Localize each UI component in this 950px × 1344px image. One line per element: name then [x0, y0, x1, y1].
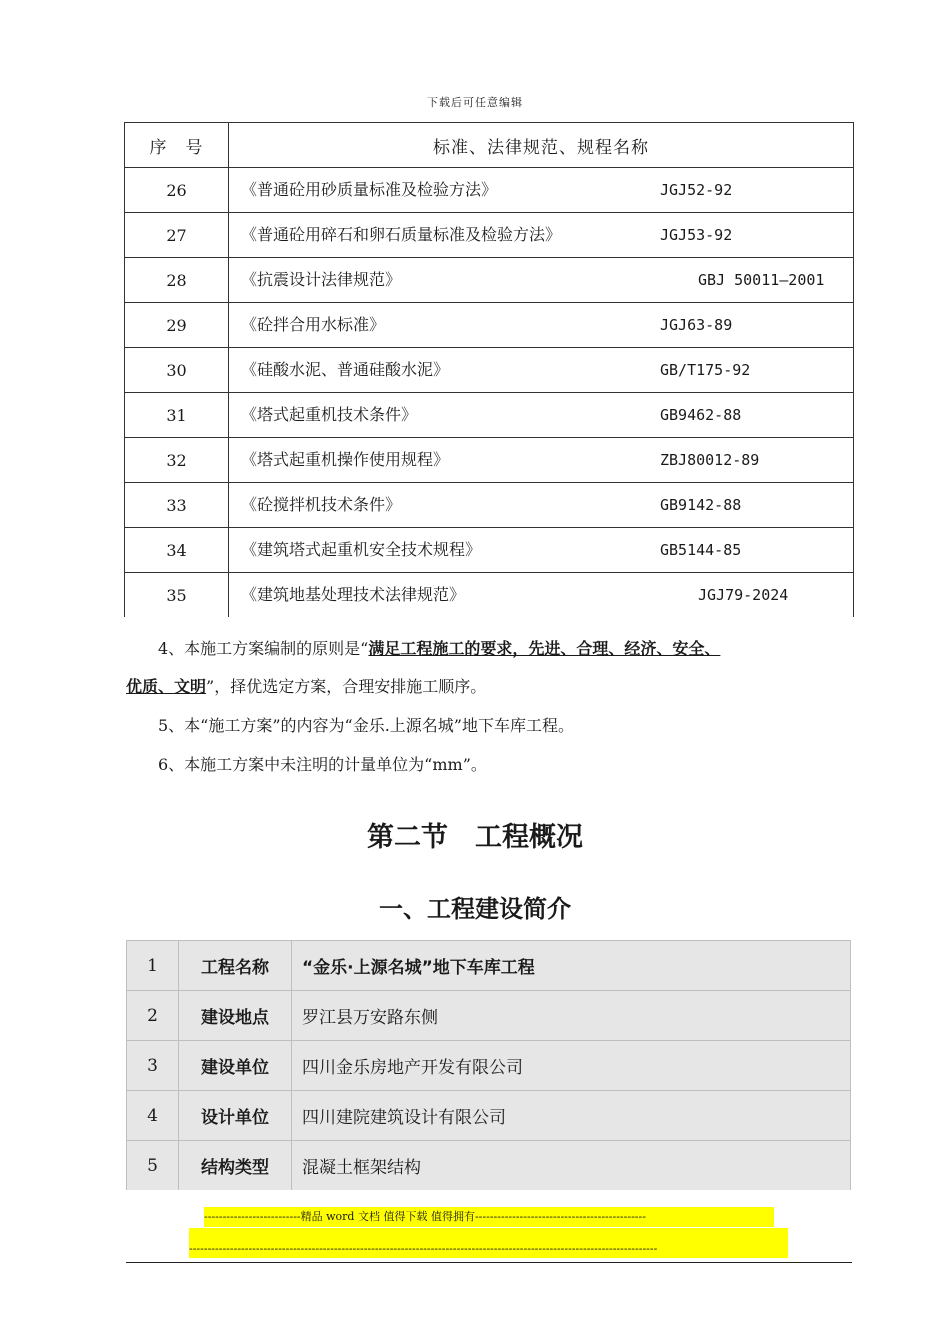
footer-banner-line-2: ------------------------------------------------------------------------------------------------------------------------------	[189, 1228, 788, 1258]
field-label: 结构类型	[179, 1141, 292, 1191]
standard-cell	[229, 168, 854, 213]
standard-code: JGJ52-92	[660, 181, 733, 199]
standard-cell	[229, 303, 854, 348]
standards-table	[124, 122, 854, 617]
standard-name: 《建筑地基处理技术法律规范》	[241, 585, 466, 604]
row-number: 26	[125, 168, 229, 213]
paragraph-4-emphasis-2: 优质、文明	[126, 677, 207, 696]
paragraph-4-tail: ”，择优选定方案，合理安排施工顺序。	[206, 677, 487, 696]
row-number: 5	[127, 1141, 179, 1191]
paragraph-4-lead: 4、本施工方案编制的原则是“	[158, 639, 369, 658]
table-row	[125, 393, 854, 438]
table-row	[125, 303, 854, 348]
project-info-table	[126, 940, 851, 1190]
table-row	[127, 991, 851, 1041]
table-row	[125, 168, 854, 213]
field-value: 混凝土框架结构	[292, 1141, 851, 1191]
standard-code: GBJ 50011—2001	[698, 271, 825, 289]
standard-code: GB/T175-92	[660, 361, 751, 379]
standard-name: 《砼拌合用水标准》	[241, 315, 386, 334]
field-label: 工程名称	[179, 941, 292, 991]
standard-code: GB9462-88	[660, 406, 742, 424]
row-number: 4	[127, 1091, 179, 1141]
section-title: 第二节 工程概况	[367, 822, 583, 853]
field-value: “金乐·上源名城”地下车库工程	[292, 941, 851, 991]
standard-code: ZBJ80012-89	[660, 451, 760, 469]
table-row	[125, 528, 854, 573]
standard-name: 《塔式起重机操作使用规程》	[241, 450, 450, 469]
standard-name: 《普通砼用砂质量标准及检验方法》	[241, 180, 498, 199]
field-value: 四川建院建筑设计有限公司	[292, 1091, 851, 1141]
row-number: 33	[125, 483, 229, 528]
column-header-no: 序 号	[125, 123, 229, 168]
table-row	[125, 438, 854, 483]
standard-cell	[229, 393, 854, 438]
row-number: 28	[125, 258, 229, 303]
standard-cell	[229, 528, 854, 573]
standard-name: 《硅酸水泥、普通硅酸水泥》	[241, 360, 450, 379]
standard-code: GB5144-85	[660, 541, 742, 559]
standard-cell	[229, 573, 854, 618]
footer-rule	[126, 1262, 852, 1263]
standard-code: JGJ79-2024	[698, 586, 789, 604]
standard-name: 《普通砼用碎石和卵石质量标准及检验方法》	[241, 225, 562, 244]
paragraph-4	[126, 630, 852, 668]
row-number: 31	[125, 393, 229, 438]
footer-banner-line-1: --------------------------精品 word 文档 值得下载 值得拥有----------------------------------------------	[204, 1207, 774, 1227]
standard-code: JGJ53-92	[660, 226, 733, 244]
row-number: 35	[125, 573, 229, 618]
standard-cell	[229, 348, 854, 393]
paragraph-6: 6、本施工方案中未注明的计量单位为“mm”。	[158, 755, 487, 774]
table-row	[125, 258, 854, 303]
table-row	[127, 1041, 851, 1091]
standard-cell	[229, 483, 854, 528]
standard-name: 《抗震设计法律规范》	[241, 270, 402, 289]
row-number: 32	[125, 438, 229, 483]
column-header-name: 标准、法律规范、规程名称	[229, 123, 854, 168]
standards-table-header	[125, 123, 854, 168]
table-row	[127, 1141, 851, 1191]
row-number: 29	[125, 303, 229, 348]
table-row	[127, 1091, 851, 1141]
subsection-title: 一、工程建设简介	[379, 895, 571, 923]
standard-code: GB9142-88	[660, 496, 742, 514]
row-number: 27	[125, 213, 229, 258]
standard-name: 《建筑塔式起重机安全技术规程》	[241, 540, 482, 559]
field-label: 设计单位	[179, 1091, 292, 1141]
standard-cell	[229, 438, 854, 483]
row-number: 3	[127, 1041, 179, 1091]
page-header: 下载后可任意编辑	[427, 96, 523, 109]
paragraph-4-continued	[126, 668, 852, 706]
paragraph-4-emphasis-1: 满足工程施工的要求，先进、合理、经济、安全、	[368, 639, 721, 658]
row-number: 2	[127, 991, 179, 1041]
standard-name: 《砼搅拌机技术条件》	[241, 495, 402, 514]
standard-name: 《塔式起重机技术条件》	[241, 405, 418, 424]
standard-cell	[229, 213, 854, 258]
table-row	[125, 348, 854, 393]
row-number: 34	[125, 528, 229, 573]
table-row	[125, 213, 854, 258]
standard-code: JGJ63-89	[660, 316, 733, 334]
field-label: 建设地点	[179, 991, 292, 1041]
standard-cell	[229, 258, 854, 303]
table-row	[125, 483, 854, 528]
row-number: 30	[125, 348, 229, 393]
table-row	[125, 573, 854, 618]
row-number: 1	[127, 941, 179, 991]
field-label: 建设单位	[179, 1041, 292, 1091]
table-row	[127, 941, 851, 991]
field-value: 四川金乐房地产开发有限公司	[292, 1041, 851, 1091]
field-value: 罗江县万安路东侧	[292, 991, 851, 1041]
paragraph-5: 5、本“施工方案”的内容为“金乐.上源名城”地下车库工程。	[158, 716, 574, 735]
